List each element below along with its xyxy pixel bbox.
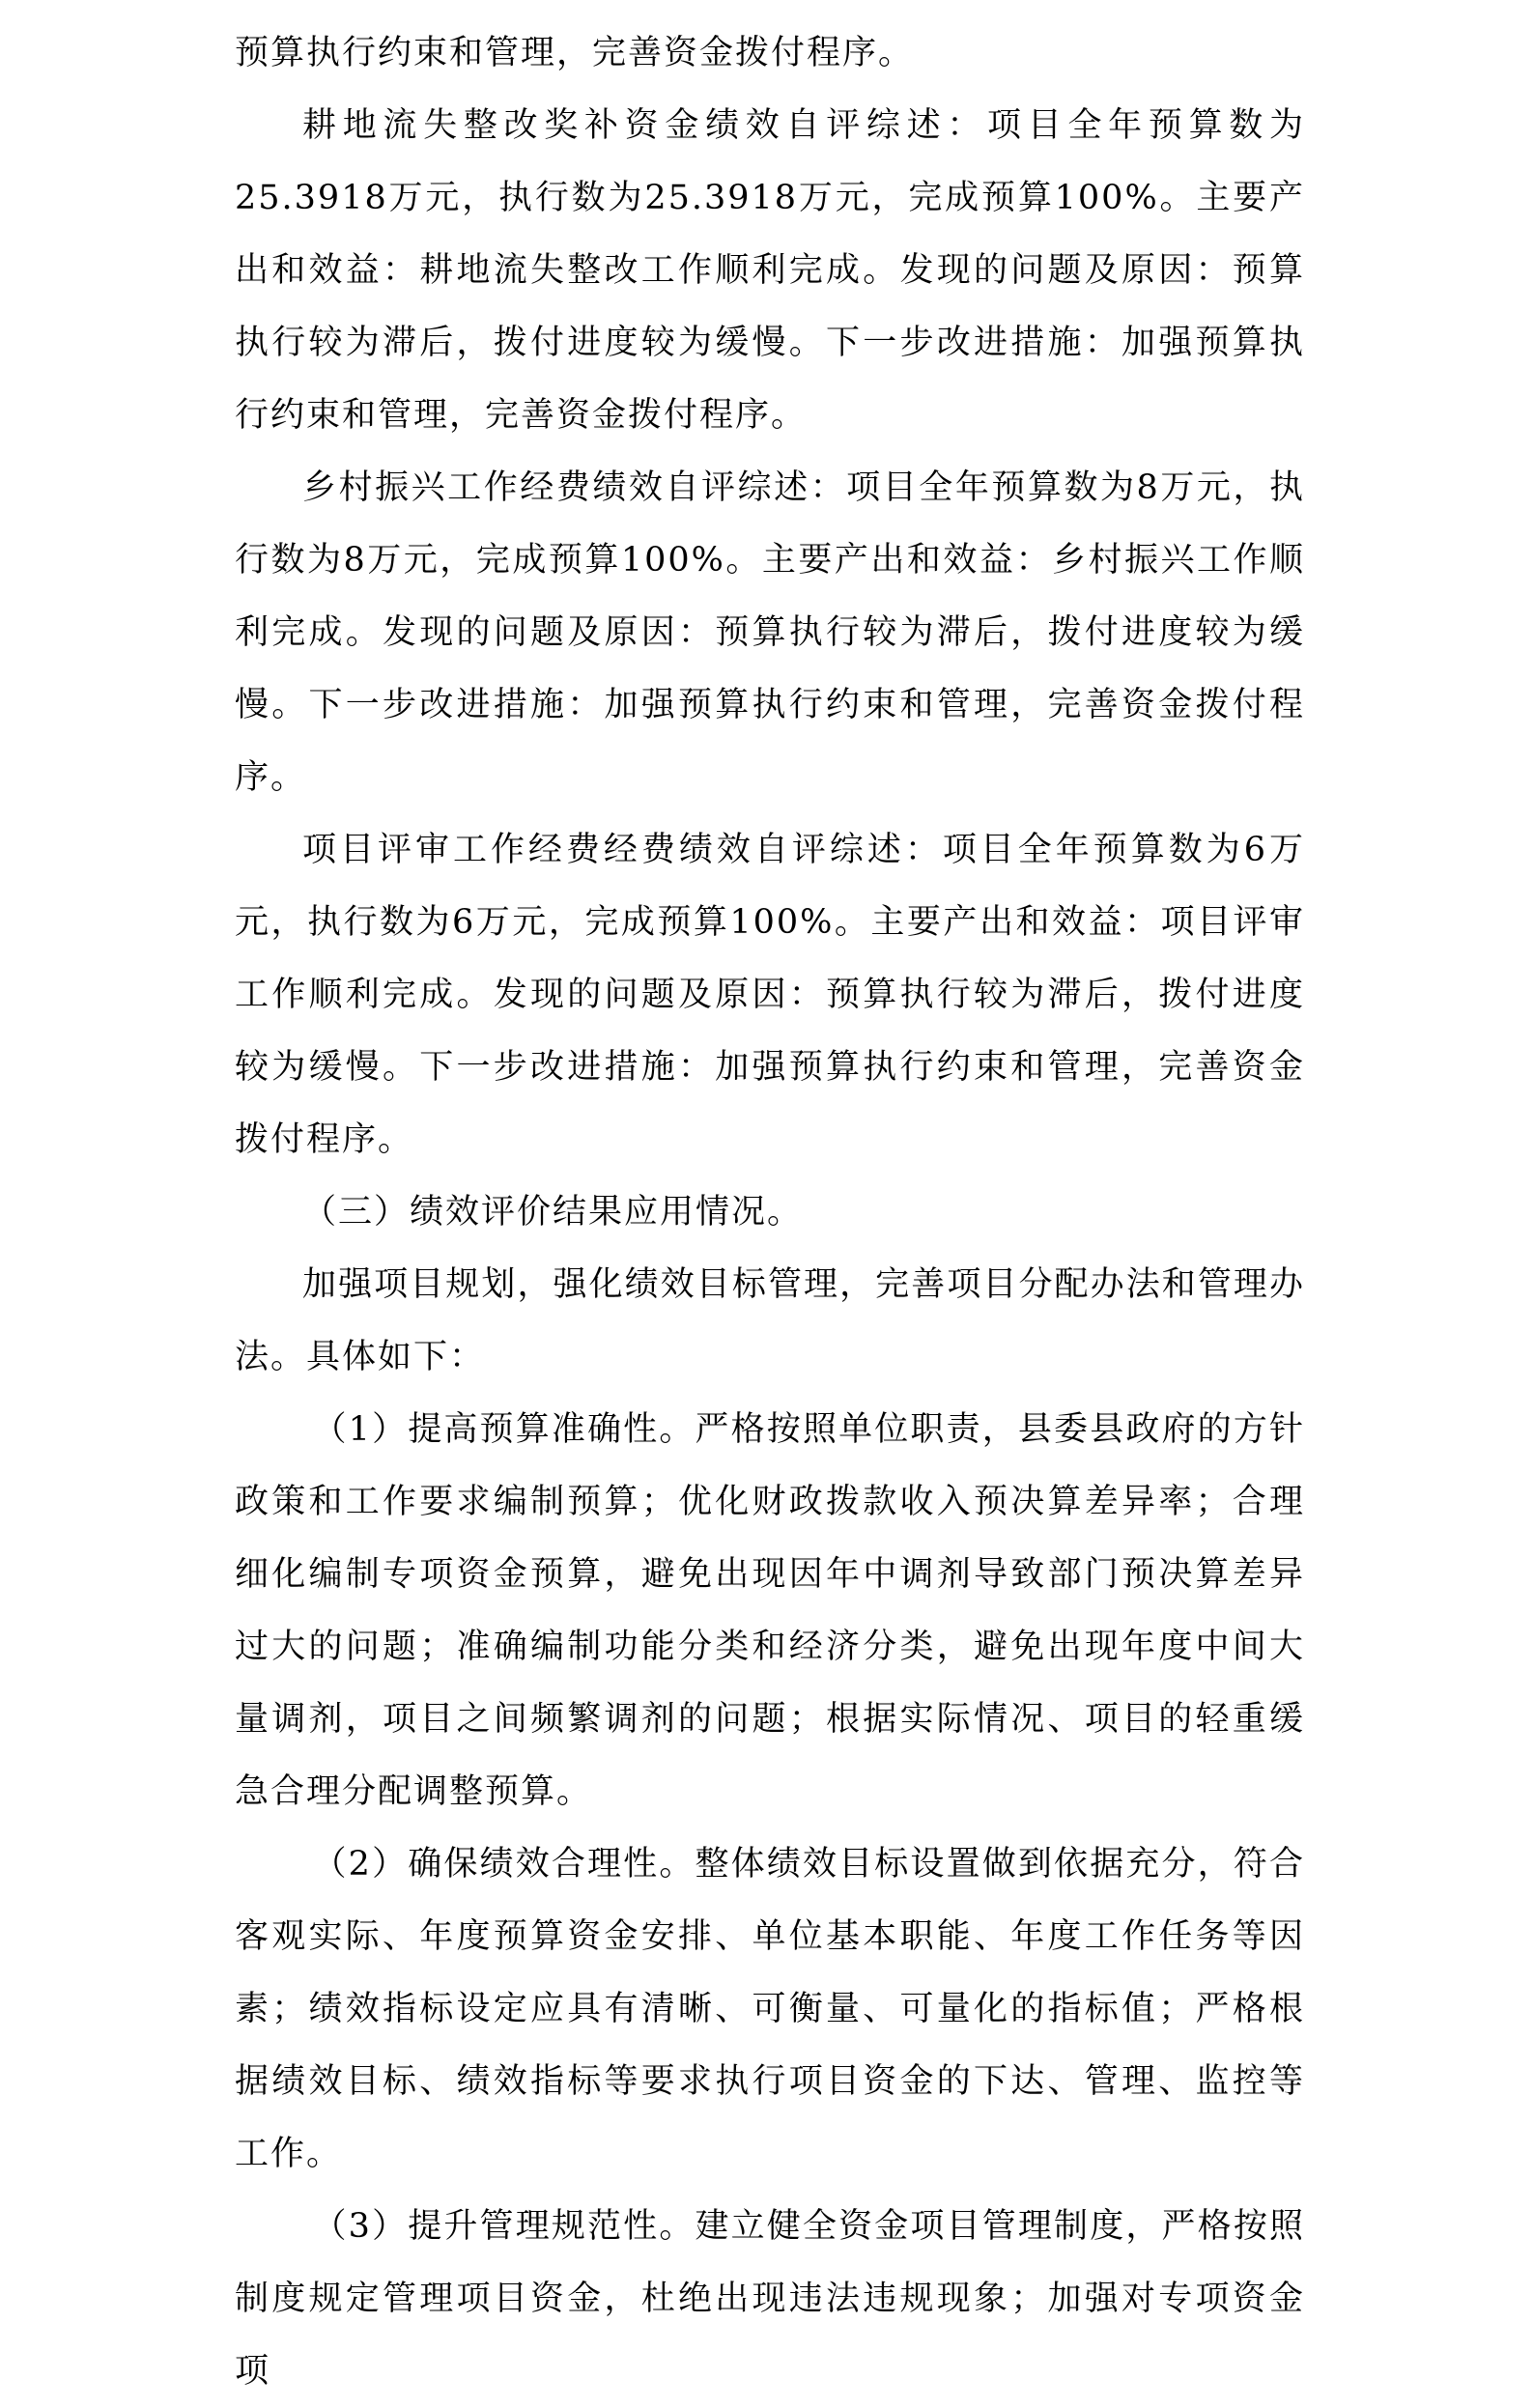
document-page (235, 17, 1305, 2408)
paragraph-intro-measures: 加强项目规划，强化绩效目标管理，完善项目分配办法和管理办法。具体如下： (235, 1265, 1305, 1376)
paragraph-project-review-fund: 项目评审工作经费经费绩效自评综述：项目全年预算数为6万元，执行数为6万元，完成预算100%。主要产出和效益：项目评审工作顺利完成。发现的问题及原因：预算执行较为滞后，拨付进度较为缓慢。下一步改进措施：加强预算执行约束和管理，完善资金拨付程序。 (235, 831, 1305, 1159)
paragraph-measure-1: （1）提高预算准确性。严格按照单位职责，县委县政府的方针政策和工作要求编制预算；优化财政拨款收入预决算差异率；合理细化编制专项资金预算，避免出现因年中调剂导致部门预决算差异过大的问题；准确编制功能分类和经济分类，避免出现年度中间大量调剂，项目之间频繁调剂的问题；根据实际情况、项目的轻重缓急合理分配调整预算。 (235, 1410, 1305, 1811)
paragraph-measure-2: （2）确保绩效合理性。整体绩效目标设置做到依据充分，符合客观实际、年度预算资金安排、单位基本职能、年度工作任务等因素；绩效指标设定应具有清晰、可衡量、可量化的指标值；严格根据绩效目标、绩效指标等要求执行项目资金的下达、管理、监控等工作。 (235, 1845, 1305, 2173)
paragraph-continuation: 预算执行约束和管理，完善资金拨付程序。 (235, 34, 915, 72)
paragraph-measure-3: （3）提升管理规范性。建立健全资金项目管理制度，严格按照制度规定管理项目资金，杜绝出现违法违规现象；加强对专项资金项 (235, 2207, 1305, 2391)
section-heading-results-application: （三）绩效评价结果应用情况。 (302, 1193, 804, 1232)
paragraph-rural-revitalization-review: 乡村振兴工作经费绩效自评综述：项目全年预算数为8万元，执行数为8万元，完成预算100%。主要产出和效益：乡村振兴工作顺利完成。发现的问题及原因：预算执行较为滞后，拨付进度较为缓慢。下一步改进措施：加强预算执行约束和管理，完善资金拨付程序。 (235, 468, 1305, 797)
paragraph-farmland-fund-review: 耕地流失整改奖补资金绩效自评综述：项目全年预算数为25.3918万元，执行数为25.3918万元，完成预算100%。主要产出和效益：耕地流失整改工作顺利完成。发现的问题及原因：预算执行较为滞后，拨付进度较为缓慢。下一步改进措施：加强预算执行约束和管理，完善资金拨付程序。 (235, 106, 1305, 435)
